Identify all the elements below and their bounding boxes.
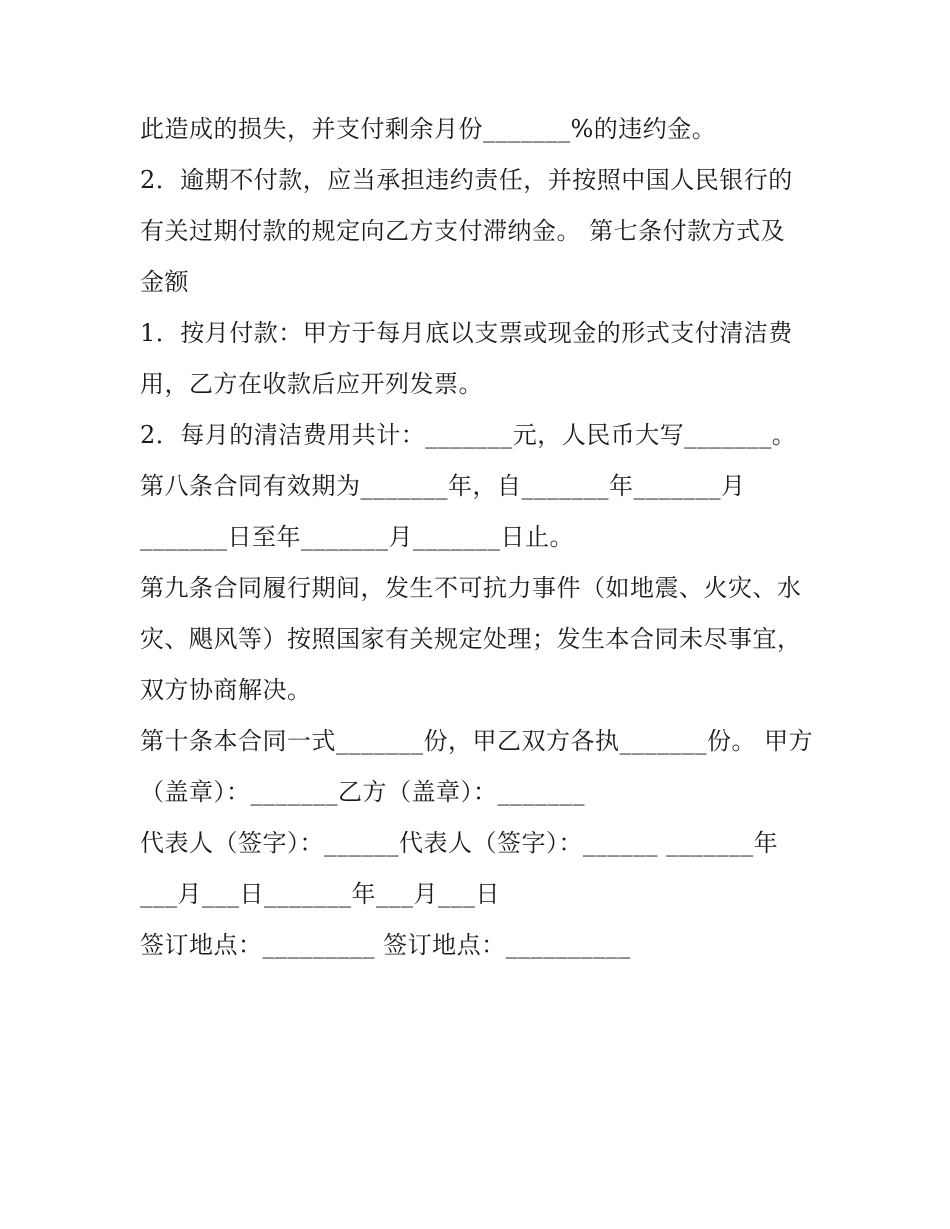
text-line-11: 灾、飓风等）按照国家有关规定处理；发生本合同未尽事宜，: [140, 625, 802, 653]
text-line-15: 代表人（签字）：______代表人（签字）：______ _______年: [140, 829, 779, 857]
text-line-4: 金额: [140, 268, 189, 296]
text-line-9: _______日至年_______月_______日止。: [140, 523, 574, 551]
text-line-1: 此造成的损失，并支付剩余月份_______%的违约金。: [140, 115, 717, 143]
contract-text: [140, 104, 830, 971]
text-line-3: 有关过期付款的规定向乙方支付滞纳金。 第七条付款方式及: [140, 217, 786, 245]
text-line-8: 第八条合同有效期为_______年，自_______年_______月: [140, 472, 746, 500]
text-line-7: 2．每月的清洁费用共计：_______元，人民币大写_______。: [140, 421, 797, 449]
text-line-12: 双方协商解决。: [140, 676, 312, 704]
text-line-14: （盖章）：_______乙方（盖章）：_______: [140, 778, 585, 806]
text-line-6: 用，乙方在收款后应开列发票。: [140, 370, 483, 398]
text-line-10: 第九条合同履行期间，发生不可抗力事件（如地震、火灾、水: [140, 574, 802, 602]
text-line-13: 第十条本合同一式_______份，甲乙双方各执_______份。 甲方: [140, 727, 814, 755]
text-line-5: 1．按月付款：甲方于每月底以支票或现金的形式支付清洁费: [140, 319, 793, 347]
text-line-16: ___月___日_______年___月___日: [140, 880, 500, 908]
text-line-17: 签订地点：_________ 签订地点：__________: [140, 931, 631, 959]
text-line-2: 2．逾期不付款，应当承担违约责任，并按照中国人民银行的: [140, 166, 793, 194]
